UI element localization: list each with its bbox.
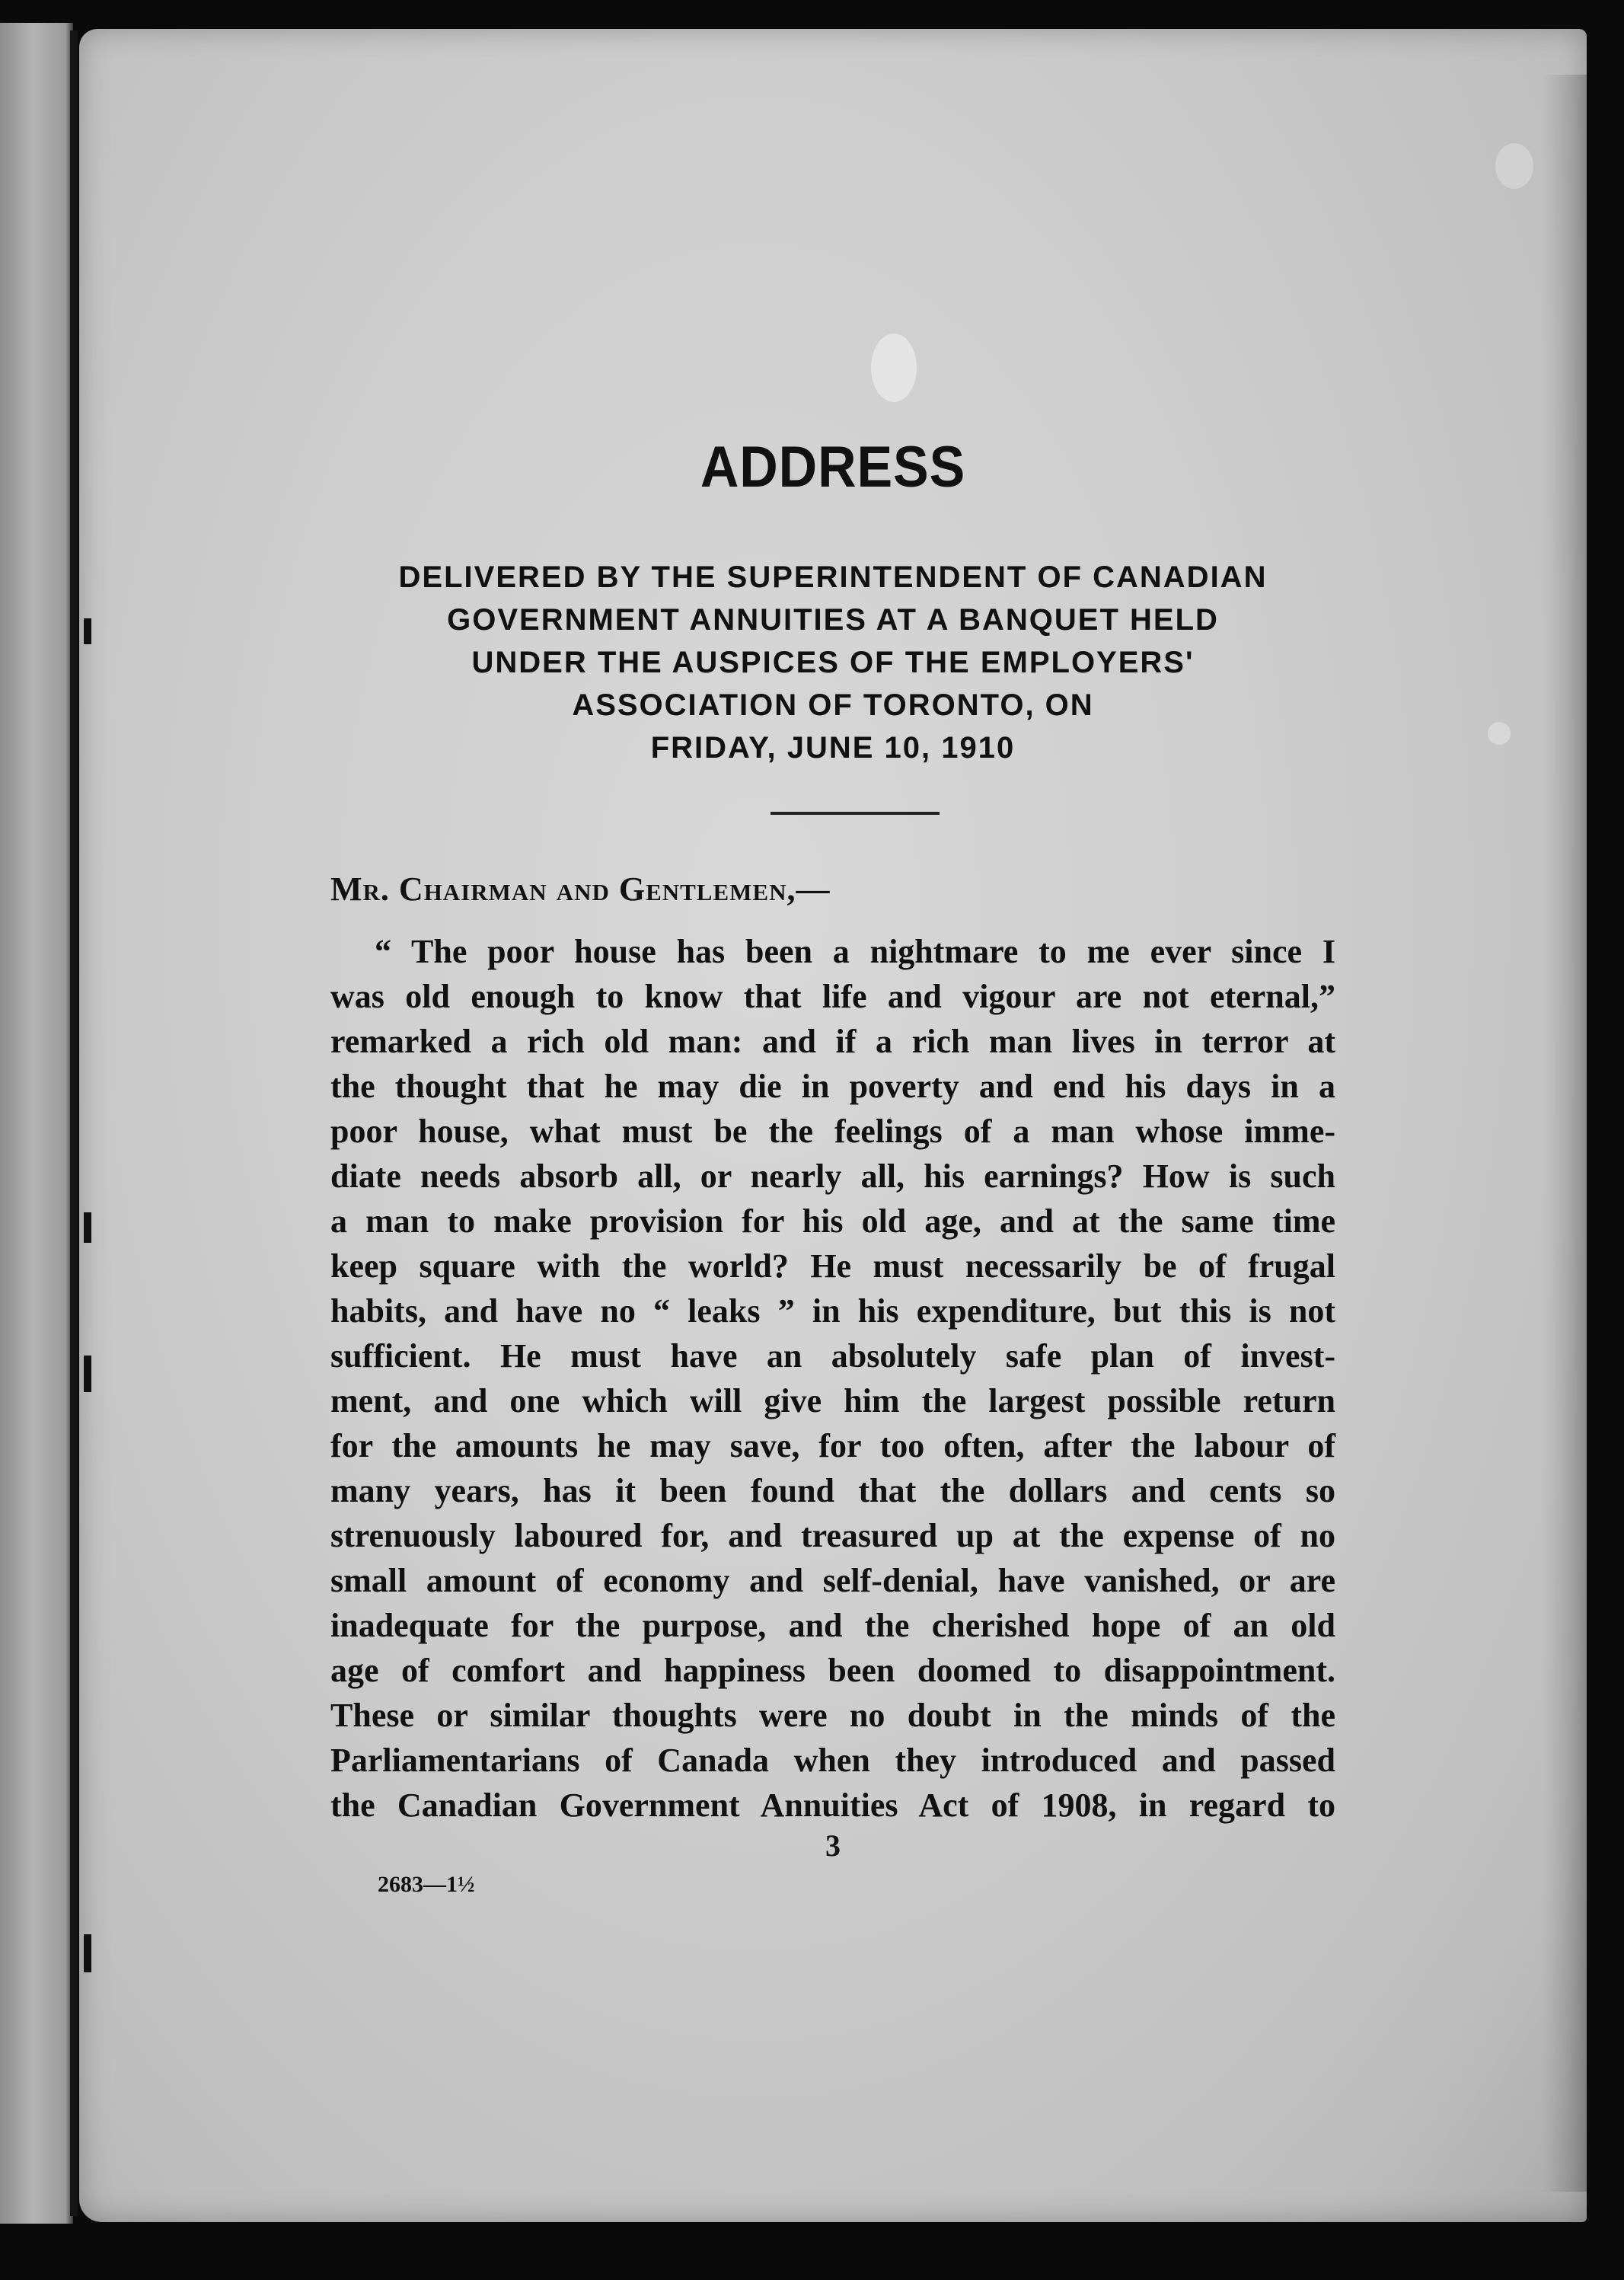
subtitle-line: GOVERNMENT ANNUITIES AT A BANQUET HELD — [447, 603, 1219, 637]
subtitle-line: ASSOCIATION OF TORONTO, ON — [572, 688, 1094, 722]
divider-rule — [771, 812, 940, 815]
page-title: ADDRESS — [700, 435, 966, 500]
page-shadow-edge — [1541, 75, 1587, 2192]
body-line: small amount of economy and self-denial, have vanished, or are — [330, 1562, 1335, 1599]
body-line: poor house, what must be the feelings of a man whose imme- — [330, 1113, 1335, 1150]
body-line: for the amounts he may save, for too often, after the labour of — [330, 1427, 1335, 1464]
paper-blemish — [1495, 143, 1533, 189]
subtitle-line: DELIVERED BY THE SUPERINTENDENT OF CANADIAN — [398, 560, 1268, 594]
body-line: “ The poor house has been a nightmare to me ever since I — [375, 933, 1335, 970]
body-line: the Canadian Government Annuities Act of 1908, in regard to — [330, 1787, 1335, 1824]
body-line: was old enough to know that life and vigour are not eternal,” — [330, 978, 1335, 1015]
paper-blemish — [871, 334, 917, 402]
body-line: remarked a rich old man: and if a rich man lives in terror at — [330, 1023, 1335, 1060]
document-page — [79, 29, 1587, 2222]
salutation: Mr. Chairman and Gentlemen,— — [330, 870, 831, 908]
binding-stitch-mark — [84, 1212, 91, 1243]
body-line: diate needs absorb all, or nearly all, his earnings? How is such — [330, 1158, 1335, 1195]
body-line: ment, and one which will give him the largest possible return — [330, 1382, 1335, 1419]
body-line: sufficient. He must have an absolutely safe plan of invest- — [330, 1337, 1335, 1375]
body-line: the thought that he may die in poverty and end his days in a — [330, 1068, 1335, 1105]
body-line: habits, and have no “ leaks ” in his expenditure, but this is not — [330, 1292, 1335, 1330]
printer-signature-mark: 2683—1½ — [378, 1872, 475, 1897]
paper-blemish — [1488, 722, 1511, 745]
previous-page-edge — [0, 23, 73, 2224]
body-paragraph — [330, 929, 1335, 1828]
body-line: many years, has it been found that the dollars and cents so — [330, 1472, 1335, 1509]
page-number: 3 — [825, 1828, 841, 1863]
binding-stitch-mark — [84, 1356, 91, 1392]
binding-stitch-mark — [84, 1934, 91, 1972]
binding-stitch-mark — [84, 618, 91, 644]
body-line: age of comfort and happiness been doomed to disappointment. — [330, 1652, 1335, 1689]
subtitle-line: UNDER THE AUSPICES OF THE EMPLOYERS' — [471, 646, 1195, 679]
body-line: strenuously laboured for, and treasured up at the expense of no — [330, 1517, 1335, 1554]
subtitle-line: FRIDAY, JUNE 10, 1910 — [650, 731, 1016, 765]
body-line: These or similar thoughts were no doubt in the minds of the — [330, 1697, 1335, 1734]
subtitle — [330, 556, 1335, 769]
body-line: keep square with the world? He must necessarily be of frugal — [330, 1247, 1335, 1285]
body-line: Parliamentarians of Canada when they introduced and passed — [330, 1742, 1335, 1779]
body-line: a man to make provision for his old age, and at the same time — [330, 1202, 1335, 1240]
body-line: inadequate for the purpose, and the cherished hope of an old — [330, 1607, 1335, 1644]
binding-spine — [70, 30, 78, 2216]
